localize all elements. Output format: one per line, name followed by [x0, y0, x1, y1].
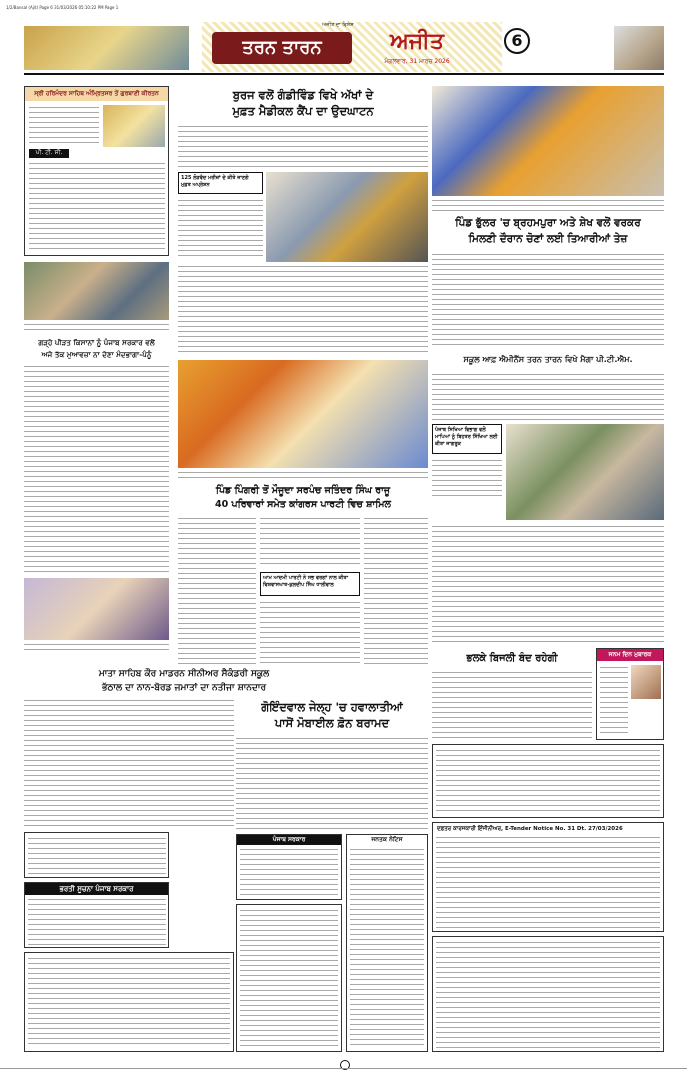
pingri-headline-1: ਪਿੰਡ ਪਿੰਗਰੀ ਤੋਂ ਮੌਜੂਦਾ ਸਰਪੰਚ ਜਤਿੰਦਰ ਸਿੰਘ ਰਾਜੂ [215, 485, 391, 496]
mata-headline-2: ਭੱਠਾਲ ਦਾ ਨਾਨ-ਬੋਰਡ ਜਮਾਤਾਂ ਦਾ ਨਤੀਜਾ ਸ਼ਾਨਦਾਰ [101, 683, 267, 693]
medical-headline-1: ਬੁਰਜ ਵਲੋਂ ਗੰਡੀਵਿੰਡ ਵਿਖੇ ਅੱਖਾਂ ਦੇ [232, 88, 374, 102]
ad-right-1 [432, 744, 664, 818]
school-headline: ਸਕੂਲ ਆਫ਼ ਐਮੀਨੈਂਸ ਤਰਨ ਤਾਰਨ ਵਿਖੇ ਮੈਗਾ ਪੀ.ਟੀ.ਐਮ. [463, 355, 633, 364]
ad-center-right [346, 834, 428, 1052]
building-image [614, 26, 664, 70]
ad-right-bottom [432, 936, 664, 1052]
bhullar-body [432, 252, 664, 348]
etender-title: ਦਫ਼ਤਰ ਕਾਰਜਕਾਰੀ ਇੰਜੀਨੀਅਰ, E-Tender Notice No. 31 Dt. 27/03/2026 [437, 826, 623, 832]
ptc-label: ਪੀ. ਟੀ. ਸੀ. [29, 149, 69, 158]
farmers-headline-1: ਗੜ੍ਹੇ ਪੀੜਤ ਕਿਸਾਨਾਂ ਨੂੰ ਪੰਜਾਬ ਸਰਕਾਰ ਵਲੋਂ [38, 338, 155, 347]
masthead-title-right: ਅਜੀਤ [390, 29, 444, 54]
bhullar-headline-1: ਪਿੰਡ ਭੁੱਲਰ 'ਚ ਬ੍ਰਹਮਪੁਰਾ ਅਤੇ ਸ਼ੇਖ ਵਲੋਂ ਵਰਕਰ [455, 217, 641, 229]
darbar-header: ਸ੍ਰੀ ਹਰਿਮੰਦਰ ਸਾਹਿਬ ਅੰਮ੍ਰਿਤਸਰ ਤੋਂ ਗੁਰਬਾਣੀ ਕੀਰਤਨ [25, 87, 168, 101]
press-photo-1 [24, 262, 169, 320]
pitm-box: ਪੰਜਾਬ ਸਿਖਿਆ ਵਿਭਾਗ ਵਲੋਂ ਮਾਪਿਆਂ ਨੂੰ ਬਿਹਤਰ ਸਿੱਖਿਆ ਲਈ ਕੀਤਾ ਜਾਗਰੂਕ [432, 424, 502, 454]
printline: 1/2/Bansal (Ajit) Page 6 31/03/2026 05:10:22 PM Page 1 [6, 5, 119, 10]
pitm-photo [506, 424, 664, 520]
pingri-box: ਆਮ ਆਦਮੀ ਪਾਰਟੀ ਨੇ ਸਭ ਵਰਗਾਂ ਨਾਲ ਕੀਤਾ ਵਿਸ਼ਵਾਸਘਾਤ-ਕੁਲਦੀਪ ਸਿੰਘ ਧਾਲੀਵਾਲ [260, 572, 360, 596]
ad-bharti [24, 882, 169, 948]
masthead-banner [202, 22, 502, 72]
ad-left-bottom [24, 952, 234, 1052]
ad-etender [432, 822, 664, 932]
masthead-subtitle: ਅਜੀਤ ਦਾ ਵਿਸ਼ੇਸ਼ [322, 22, 354, 28]
medical-photo [266, 172, 428, 262]
ad-punjab-sarkar [236, 834, 342, 900]
jail-headline-1: ਗੋਇੰਦਵਾਲ ਜੇਲ੍ਹ 'ਚ ਹਵਾਲਾਤੀਆਂ [261, 700, 403, 714]
ad-center-lower [236, 904, 342, 1052]
school-photo [24, 578, 169, 640]
congress-photo [178, 360, 428, 468]
page-number: 6 [504, 28, 530, 54]
farmers-body [24, 364, 169, 574]
pingri-headline-2: 40 ਪਰਿਵਾਰਾਂ ਸਮੇਤ ਕਾਂਗਰਸ ਪਾਰਟੀ ਵਿਚ ਸ਼ਾਮਿਲ [215, 499, 391, 510]
bharti-title: ਭਰਤੀ ਸੂਚਨਾ ਪੰਜਾਬ ਸਰਕਾਰ [25, 883, 168, 895]
punjab-sarkar-title: ਪੰਜਾਬ ਸਰਕਾਰ [237, 835, 341, 845]
bottom-rule [0, 1068, 687, 1069]
masthead [24, 20, 664, 75]
bhullar-headline-2: ਮਿਲਣੀ ਦੌਰਾਨ ਚੋਣਾਂ ਲਈ ਤਿਆਰੀਆਂ ਤੇਜ਼ [468, 233, 628, 245]
birthday-photo [631, 665, 661, 699]
group-photo [432, 86, 664, 196]
mata-headline-1: ਮਾਤਾ ਸਾਹਿਬ ਕੌਰ ਮਾਡਰਨ ਸੀਨੀਅਰ ਸੈਕੰਡਰੀ ਸਕੂਲ [98, 669, 270, 679]
medical-box: 125 ਲੋੜਵੰਦ ਮਰੀਜ਼ਾਂ ਦੇ ਕੀਤੇ ਜਾਣਗੇ ਮੁਫ਼ਤ ਅਪ੍ਰੇਸ਼ਨ [178, 172, 263, 194]
birthday-box [596, 648, 664, 740]
farmers-headline-2: ਅਜੇ ਤੱਕ ਮੁਆਵਜ਼ਾ ਨਾ ਦੇਣਾ ਮੰਦਭਾਗਾ-ਪੰਨੂੰ [41, 350, 152, 359]
jail-body [236, 736, 428, 830]
darbar-image [103, 105, 165, 147]
birthday-title: ਜਨਮ ਦਿਨ ਮੁਬਾਰਕ [597, 649, 663, 661]
ad-notice-left [24, 832, 169, 878]
masthead-date: ਮੰਗਲਵਾਰ, 31 ਮਾਰਚ 2026 [384, 58, 450, 65]
masthead-title-left: ਤਰਨ ਤਾਰਨ [212, 32, 352, 64]
golden-temple-image [24, 26, 189, 70]
mata-body [24, 698, 234, 830]
notice-title: ਜਨਤਕ ਨੋਟਿਸ [371, 836, 403, 843]
jail-headline-2: ਪਾਸੋਂ ਮੋਬਾਈਲ ਫ਼ੋਨ ਬਰਾਮਦ [274, 716, 390, 730]
medical-headline-2: ਮੁਫ਼ਤ ਮੈਡੀਕਲ ਕੈਂਪ ਦਾ ਉਦਘਾਟਨ [232, 104, 374, 118]
bijli-headline: ਭਲਕੇ ਬਿਜਲੀ ਬੰਦ ਰਹੇਗੀ [466, 653, 558, 664]
darbar-box [24, 86, 169, 256]
